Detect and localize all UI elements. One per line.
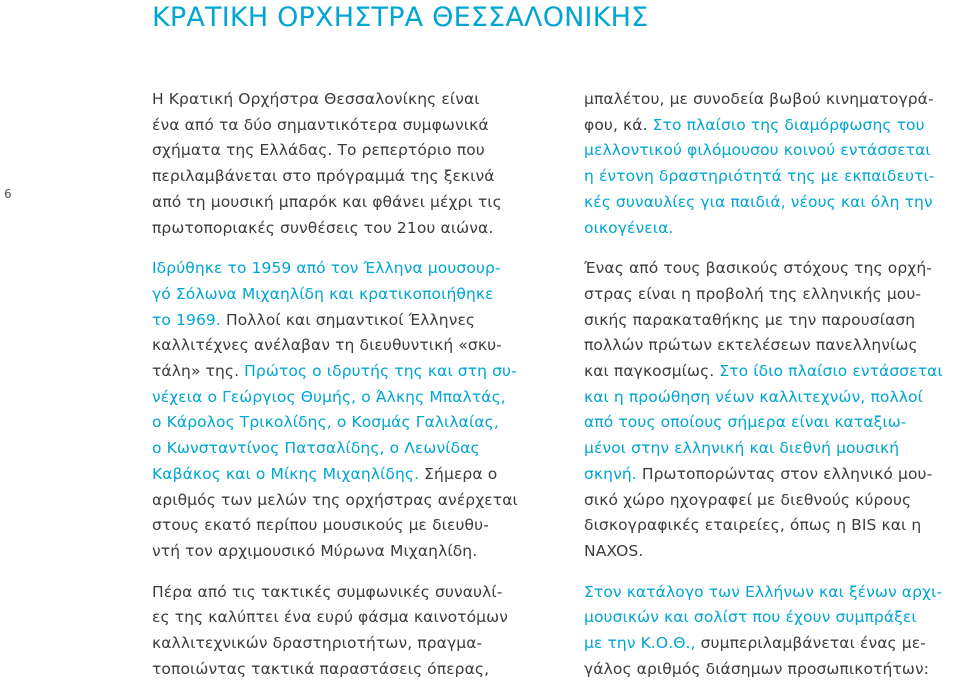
text-line: σικής παρακαταθήκης με την παρουσίαση (584, 310, 916, 329)
text-line: στους εκατό περίπου μουσικούς με διευθυ- (152, 516, 489, 535)
text-line: καλλιτέχνες ανέλαβαν τη διευθυντική «σκυ- (152, 336, 502, 355)
text-line: περιλαμβάνεται στο πρόγραμμά της ξεκινά (152, 167, 495, 186)
text-line: από τη μουσική μπαρόκ και φθάνει μέχρι τις (152, 192, 502, 211)
text-line: μελλοντικού φιλόμουσου κοινού εντάσσεται (584, 141, 931, 160)
text-line: τοποιώντας τακτικά παραστάσεις όπερας, (152, 659, 490, 678)
text-segment: Πρωτοπορώντας στον ελληνικό μου- (636, 464, 933, 483)
text-segment: το 1969. (152, 310, 221, 329)
text-line: αριθμός των μελών της ορχήστρας ανέρχεται (152, 490, 518, 509)
text-segment: Σήμερα ο (419, 464, 498, 483)
text-segment: και παγκοσμίως. (584, 362, 715, 381)
text-line: σικό χώρο ηχογραφεί με διεθνούς κύρους (584, 490, 912, 509)
left-text-column (152, 87, 552, 697)
paragraph-activities (152, 580, 552, 683)
text-line: ντή τον αρχιμουσικό Μύρωνα Μιχαηλίδη. (152, 541, 478, 560)
text-line: γάλος αριθμός διάσημων προσωπικοτήτων: (584, 659, 930, 678)
text-line-mixed (584, 359, 960, 385)
text-line: καλλιτεχνικών δραστηριοτήτων, πραγμα- (152, 634, 483, 653)
text-segment: σκηνή. (584, 464, 637, 483)
text-line-mixed (152, 359, 552, 385)
text-line: πολλών πρώτων εκτελέσεων πανελληνίως (584, 336, 918, 355)
text-line: δισκογραφικές εταιρείες, όπως η BIS και η (584, 516, 922, 535)
paragraph-education (584, 87, 960, 241)
text-line-mixed (152, 462, 552, 488)
text-line: μένοι στην ελληνική και διεθνή μουσική (584, 439, 900, 458)
text-line: Η Κρατική Ορχήστρα Θεσσαλονίκης είναι (152, 90, 480, 108)
page-title: ΚΡΑΤΙΚΗ ΟΡΧΗΣΤΡΑ ΘΕΣΣΑΛΟΝΙΚΗΣ (152, 2, 649, 33)
text-segment: τάλη» της. (152, 362, 240, 381)
text-segment: φου, κά. (584, 115, 648, 134)
text-line: και η προώθηση νέων καλλιτεχνών, πολλοί (584, 387, 923, 406)
text-line: ο Κάρολος Τρικολίδης, ο Κοσμάς Γαλιλαίας, (152, 413, 499, 432)
paragraph-collaborators (584, 580, 960, 683)
paragraph-goals (584, 256, 960, 564)
text-line-mixed (152, 308, 552, 334)
text-segment: Πρώτος ο ιδρυτής της και στη συ- (239, 362, 517, 381)
text-line: Στον κατάλογο των Ελλήνων και ξένων αρχι- (584, 582, 943, 601)
text-line: γό Σόλωνα Μιχαηλίδη και κρατικοποιήθηκε (152, 284, 494, 303)
text-line: Ένας από τους βασικούς στόχους της ορχή- (584, 259, 932, 278)
text-line: η έντονη δραστηριότητά της με εκπαιδευτι- (584, 167, 935, 186)
text-segment: Καβάκος και ο Μίκης Μιχαηλίδης. (152, 464, 420, 483)
text-line: ες της καλύπτει ένα ευρύ φάσμα καινοτόμων (152, 608, 508, 627)
text-line: μουσικών και σολίστ που έχουν συμπράξει (584, 608, 917, 627)
text-line: NAXOS. (584, 541, 644, 560)
page-number: 6 (4, 187, 12, 201)
text-line: νέχεια ο Γεώργιος Θυμής, ο Άλκης Μπαλτάς, (152, 387, 506, 406)
text-line: ένα από τα δύο σημαντικότερα συμφωνικά (152, 115, 489, 134)
text-line: από τους οποίους σήμερα είναι καταξιω- (584, 413, 907, 432)
text-line: σχήματα της Ελλάδας. Το ρεπερτόριο που (152, 141, 485, 160)
text-line: μπαλέτου, με συνοδεία βωβού κινηματογρά- (584, 90, 934, 108)
text-line: Πέρα από τις τακτικές συμφωνικές συναυλί- (152, 582, 503, 601)
right-text-column (584, 87, 960, 697)
paragraph-intro (152, 87, 552, 241)
text-line-mixed (584, 113, 960, 139)
text-line: στρας είναι η προβολή της ελληνικής μου- (584, 284, 922, 303)
text-segment: Στο πλαίσιο της διαμόρφωσης του (647, 115, 925, 134)
text-segment: με την Κ.Ο.Θ., (584, 634, 696, 653)
text-line: κές συναυλίες για παιδιά, νέους και όλη την (584, 192, 933, 211)
text-segment: Πολλοί και σημαντικοί Έλληνες (220, 310, 476, 329)
text-line-mixed (584, 462, 960, 488)
text-segment: συμπεριλαμβάνεται ένας με- (695, 634, 926, 653)
text-line: ο Κωνσταντίνος Πατσαλίδης, ο Λεωνίδας (152, 439, 480, 458)
text-line: Ιδρύθηκε το 1959 από τον Έλληνα μουσουρ- (152, 259, 501, 278)
paragraph-history (152, 256, 552, 564)
text-line: πρωτοποριακές συνθέσεις του 21ου αιώνα. (152, 218, 494, 237)
text-line: οικογένεια. (584, 218, 674, 237)
text-segment: Στο ίδιο πλαίσιο εντάσσεται (714, 362, 943, 381)
